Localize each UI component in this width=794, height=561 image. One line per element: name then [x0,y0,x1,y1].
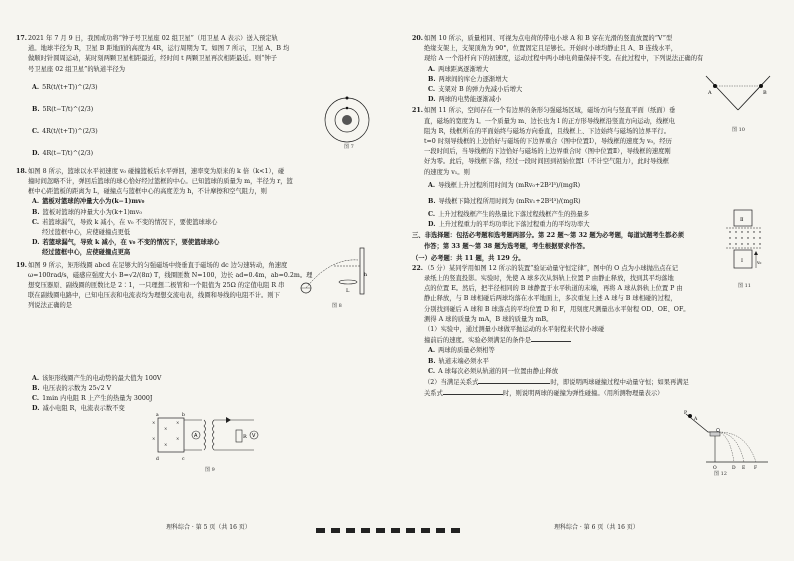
question-text-line: 如图 8 所示，篮球以水平初速度 v₀ 碰撞篮板后水平弹回，速率变为原来的 k 倍（k<1），碰 [28,167,285,175]
question-text-line: t=0 时刻导线框的上边恰好与磁场的下边界重合（图中位置Ⅰ），导线框的速度为 v₀，经历 [424,138,672,146]
option-c: C. 若篮球漏气，导致 k 减小，在 v₀ 不变的情况下，要使篮球球心 [32,218,218,226]
figure-8-caption: 图 8 [332,303,342,309]
question-text-line: 现给 A 一个沿杆向下的初速度，运动过程中两小球电荷量保持不变。在此过程中，下列说法正确的有 [424,55,704,63]
question-text-line: 阻为 R，线框所在的平面始终与磁场方向垂直，且线框上、下边始终与磁场的边界平行。 [424,127,671,135]
svg-text:E: E [742,466,746,471]
svg-text:×: × [176,420,180,425]
question-text-line: 如图 11 所示，空间存在一个有边界的条形匀强磁场区域，磁场方向与竖直平面（纸面）垂 [424,107,676,115]
question-text-line: 的速度为 v₁。则 [424,168,470,176]
figure-8-basketball [294,246,374,302]
subquestion-1: （1）实验中，通过测量小球做平抛运动的水平射程来代替小球碰 [424,326,605,334]
subquestion-1-cont: 撞前后的速度。实验必须满足的条件是 [424,335,669,346]
question-number: 17. [16,35,27,42]
svg-text:c: c [182,457,185,462]
option-a: A. 导线框上升过程所用时间为 (mRv₀+2B²l³)/(mgR) [428,181,581,189]
option-c: C. 支架对 B 的弹力先减小后增大 [428,86,523,94]
section-subheading: （一）必考题：共 11 题，共 129 分。 [412,254,525,262]
svg-text:d: d [156,457,159,462]
svg-text:F: F [754,466,758,471]
page-footer-left: 理科综合 · 第 5 页（共 16 页） [166,524,251,531]
figure-10-v-support [700,72,778,124]
question-text-line: 如图 10 所示，质量相同、可视为点电荷的带电小球 A 和 B 穿在光滑的竖直放置的“V”型 [424,35,673,42]
svg-text:v₀: v₀ [757,261,762,266]
option-d: D. 若篮球漏气，导致 k 减小，在 v₀ 不变的情况下，要使篮球球心 [32,239,220,247]
figure-11-caption: 图 11 [738,283,751,289]
option-a: A. 两球的质量必须相等 [428,347,495,355]
resistor-label: R [243,434,247,440]
subquestion-2-cont: 关系式 时，则说明两球的碰撞为弹性碰撞。（用所测物理量表示） [424,390,664,398]
figure-10-label-b: B [763,90,767,96]
question-text-line: 做顺时针圆周运动，某时刻两颗卫星相距最近，经时间 t 两颗卫星再次相距最近。则“钟子 [28,55,278,63]
figure-9-circuit [150,410,270,464]
page-left [16,34,384,415]
svg-text:×: × [176,436,180,441]
option-c: C. 4R(t/(t+T))^(2/3) [32,127,98,135]
question-text-line: 绝缘支架上，支架顶角为 90°，位置固定且足够长。开始时小球均静止且 A、B 连线水平， [424,45,678,53]
question-text-line: 好为零。此后，导线框下落，经过一段时间回到初始位置Ⅰ（不计空气阻力），此时导线框 [424,158,669,166]
option-a: A. 5R(t/(t+T))^(2/3) [32,83,98,91]
voltmeter-label: V [252,433,256,439]
question-text-line: （5 分）某同学用如图 12 所示的装置“验证动量守恒定律”，图中的 O 点为小球抛出点在记 [424,264,679,272]
figure-11-magnetic-field [726,208,766,280]
question-text-line: 静止释放，与 B 球相碰后两球均落在水平地面上，多次重复上述 A 球与 B 球相碰的过程， [424,295,677,303]
question-text-line: 撞时间忽略不计，弹回后篮球的球心恰好经过篮框的中心。已知篮球的质量为 m，半径为 r，篮 [28,178,293,186]
question-text-line: 测得 A 球的质量为 mA，B 球的质量为 mB。 [424,315,553,323]
figure-8-label-l: L [346,288,350,294]
question-22 [412,264,782,400]
option-b: B. 导线框下降过程所用时间为 (mRv₁+2B²l³)/(mgR) [428,197,581,205]
page-footer-right: 理科综合 · 第 6 页（共 16 页） [554,524,639,531]
svg-text:b: b [182,413,185,418]
svg-text:a: a [156,413,159,418]
option-b: B. 两球间的库仑力逐渐增大 [428,75,508,83]
figure-8-label-h: h [364,272,368,278]
svg-text:×: × [164,426,168,431]
question-text-line: 道。地球半径为 R，卫星 B 距地面的高度为 4R，运行周期为 T。如图 7 所示，卫星 A、B 均 [28,45,290,53]
option-c: C. 上升过程线框产生的热量比下落过程线框产生的热量多 [428,210,590,218]
question-text-line: 想变压器原、副线圈的匝数比是 2∶1，一只理想二极管和一个阻值为 25Ω 的定值电阻 R 串 [28,282,285,290]
option-c: C. A 球每次必须从轨道的同一位置由静止释放 [428,367,558,375]
section-heading-cont: 作答；第 33 题～第 38 题为选考题，考生根据要求作答。 [424,243,589,251]
answer-blank-3[interactable] [443,388,503,395]
svg-text:P: P [684,411,688,416]
question-number: 19. [16,261,27,269]
figure-10-caption: 图 10 [732,127,745,133]
svg-text:A: A [694,417,698,422]
subquestion-2: （2）当满足关系式 时，即说明两球碰撞过程中动量守恒；如果再满足 [424,379,689,387]
option-d: D. 减小电阻 R，电流表示数不变 [32,405,125,413]
option-d: D. 4R(t−T/t)^(2/3) [32,149,94,157]
option-b: B. 篮板对篮球的冲量大小为(k+1)mv₀ [32,208,142,216]
ammeter-label: A [194,433,198,439]
svg-text:×: × [152,420,156,425]
question-text-line: 点的位置 E。然后，把半径相同的 B 球静置于水平轨道的末端，再将 A 球从斜轨上位置 P 由 [424,285,683,293]
question-number: 18. [16,167,27,175]
option-c: C. 1min 内电阻 R 上产生的热量为 3000J [32,395,153,403]
center-binding-marks [316,518,496,526]
question-text-line: 录纸上的竖直投影。实验时，先使 A 球多次从斜轨上位置 P 由静止释放，找到其平均落地 [424,275,674,283]
option-d-cont: 经过篮框中心，应使碰撞点更高 [42,249,131,257]
figure-12-apparatus [680,410,770,472]
question-text-line: 如图 9 所示，矩形线圈 abcd 在足够大的匀强磁场中绕垂直于磁场的 dc 边匀速转动，角速度 [28,261,288,269]
option-a: A. 两球距离逐渐增大 [428,65,489,73]
option-b: B. 轨道末端必须水平 [428,357,489,365]
svg-text:Ⅱ: Ⅱ [740,217,744,223]
section-heading: 三、非选择题：包括必考题和选考题两部分。第 22 题～第 32 题为必考题，每道试题考生都必须 [412,232,684,240]
svg-text:×: × [164,442,168,447]
question-number: 20. [412,35,423,42]
figure-9-caption: 图 9 [205,467,215,473]
option-b: B. 电压表的示数为 25√2 V [32,384,112,392]
answer-blank-1[interactable] [531,335,571,342]
figure-7-caption: 图 7 [344,144,354,150]
svg-text:×: × [152,436,156,441]
question-text-line: 号卫星座 02 组卫星”的轨道半径为 [28,65,126,73]
question-text-line: 框中心距篮板的距离为 L，碰撞点与篮框中心的高度差为 h，不计摩擦和空气阻力，则 [28,188,267,196]
question-text-line: ω=100rad/s，磁感应强度大小 B=√2/(8π) T，线圈匝数 N=100，边长 ad=0.4m，ab=0.2m。理 [28,271,313,279]
question-text-line: 直，磁场的宽度为 l。一个质量为 m、边长也为 l 的正方形导线框沿竖直方向运动，线框电 [424,117,675,125]
option-d: D. 两球的电势能逐渐减小 [428,96,502,104]
figure-10-label-a: A [708,90,712,96]
question-text-line: 一段时间后，当导线框的下边恰好与磁场的上边界重合时（图中位置Ⅱ），导线框的速度刚 [424,148,671,156]
question-number: 22. [412,264,423,272]
svg-text:Ⅰ: Ⅰ [741,258,743,264]
figure-12-caption: 图 12 [714,471,727,477]
option-b: B. 5R(t−T/t)^(2/3) [32,105,94,113]
question-text-line: 2021 年 7 月 9 日，我国成功将“钟子号卫星座 02 组卫星”（用卫星 A 表示）送入预定轨 [28,35,278,42]
option-c-cont: 经过篮框中心，应使碰撞点更低 [42,229,131,237]
svg-text:O: O [713,466,717,471]
question-18 [16,167,384,259]
question-number: 21. [412,107,423,115]
question-text-line: 列说法正确的是 [28,302,73,310]
option-d: D. 上升过程重力的平均功率比下落过程重力的平均功率大 [428,221,590,229]
answer-blank-2[interactable] [478,377,550,384]
question-text-line: 联在副线圈电路中，已知电压表和电流表均为理想交流电表，线圈和导线的电阻不计。则下 [28,292,280,300]
option-a: A. 该矩形线圈产生的电动势的最大值为 100V [32,374,162,382]
svg-text:D: D [732,466,736,471]
question-text-line: 分别找到碰后 A 球和 B 球落点的平均位置 D 和 F，用刻度尺测量出水平射程 OD、OE、OF。 [424,305,690,313]
option-a: A. 篮板对篮球的冲量大小为(k−1)mv₀ [32,198,145,206]
